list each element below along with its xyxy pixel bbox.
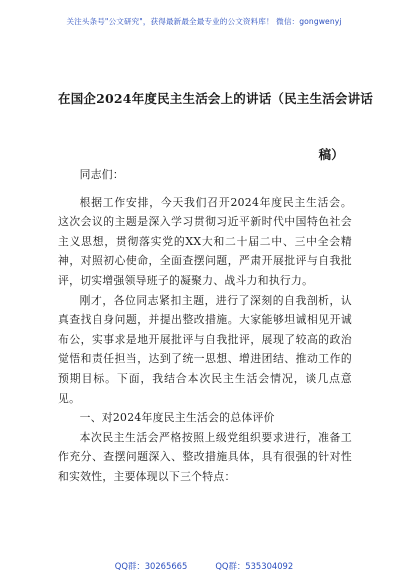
footer-qq-group-2: QQ群：535304092 <box>215 561 294 571</box>
title-line-1: 在国企2024年度民主生活会上的讲话（民主生活会讲话 <box>58 91 373 106</box>
title-line-2: 稿） <box>318 147 344 162</box>
document-body <box>58 165 352 487</box>
paragraph-evaluation: 本次民主生活会严格按照上级党组织要求进行，准备工作充分、查摆问题深入、整改措施具体，具有很强的针对性和实效性，主要体现以下三个特点： <box>58 430 352 483</box>
salutation: 同志们： <box>79 168 124 181</box>
paragraph-opening: 根据工作安排，今天我们召开2024年度民主生活会。这次会议的主题是深入学习贯彻习近平新时代中国特色社会主义思想，贯彻落实党的XX大和二十届二中、三中全会精神，对照初心使命，全面查摆问题，严肃开展批评与自我批评，切实增强领导班子的凝聚力、战斗力和执行力。 <box>58 195 352 287</box>
header-promo-note: 关注头条号"公文研究"，获得最新最全最专业的公文资料库！ 微信：gongwenyj <box>66 17 342 26</box>
footer-qq-groups <box>0 560 408 572</box>
footer-qq-group-1: QQ群：30265665 <box>114 561 188 571</box>
paragraph-summary: 刚才，各位同志紧扣主题，进行了深刻的自我剖析，认真查找自身问题，并提出整改措施。大家能够坦诚相见开诚布公，实事求是地开展批评与自我批评，展现了较高的政治觉悟和责任担当，达到了统一思想、增进团结、推动工作的预期目标。下面，我结合本次民主生活会情况，谈几点意见。 <box>58 293 352 405</box>
section-heading-1: 一、对2024年度民主生活会的总体评价 <box>79 411 275 425</box>
